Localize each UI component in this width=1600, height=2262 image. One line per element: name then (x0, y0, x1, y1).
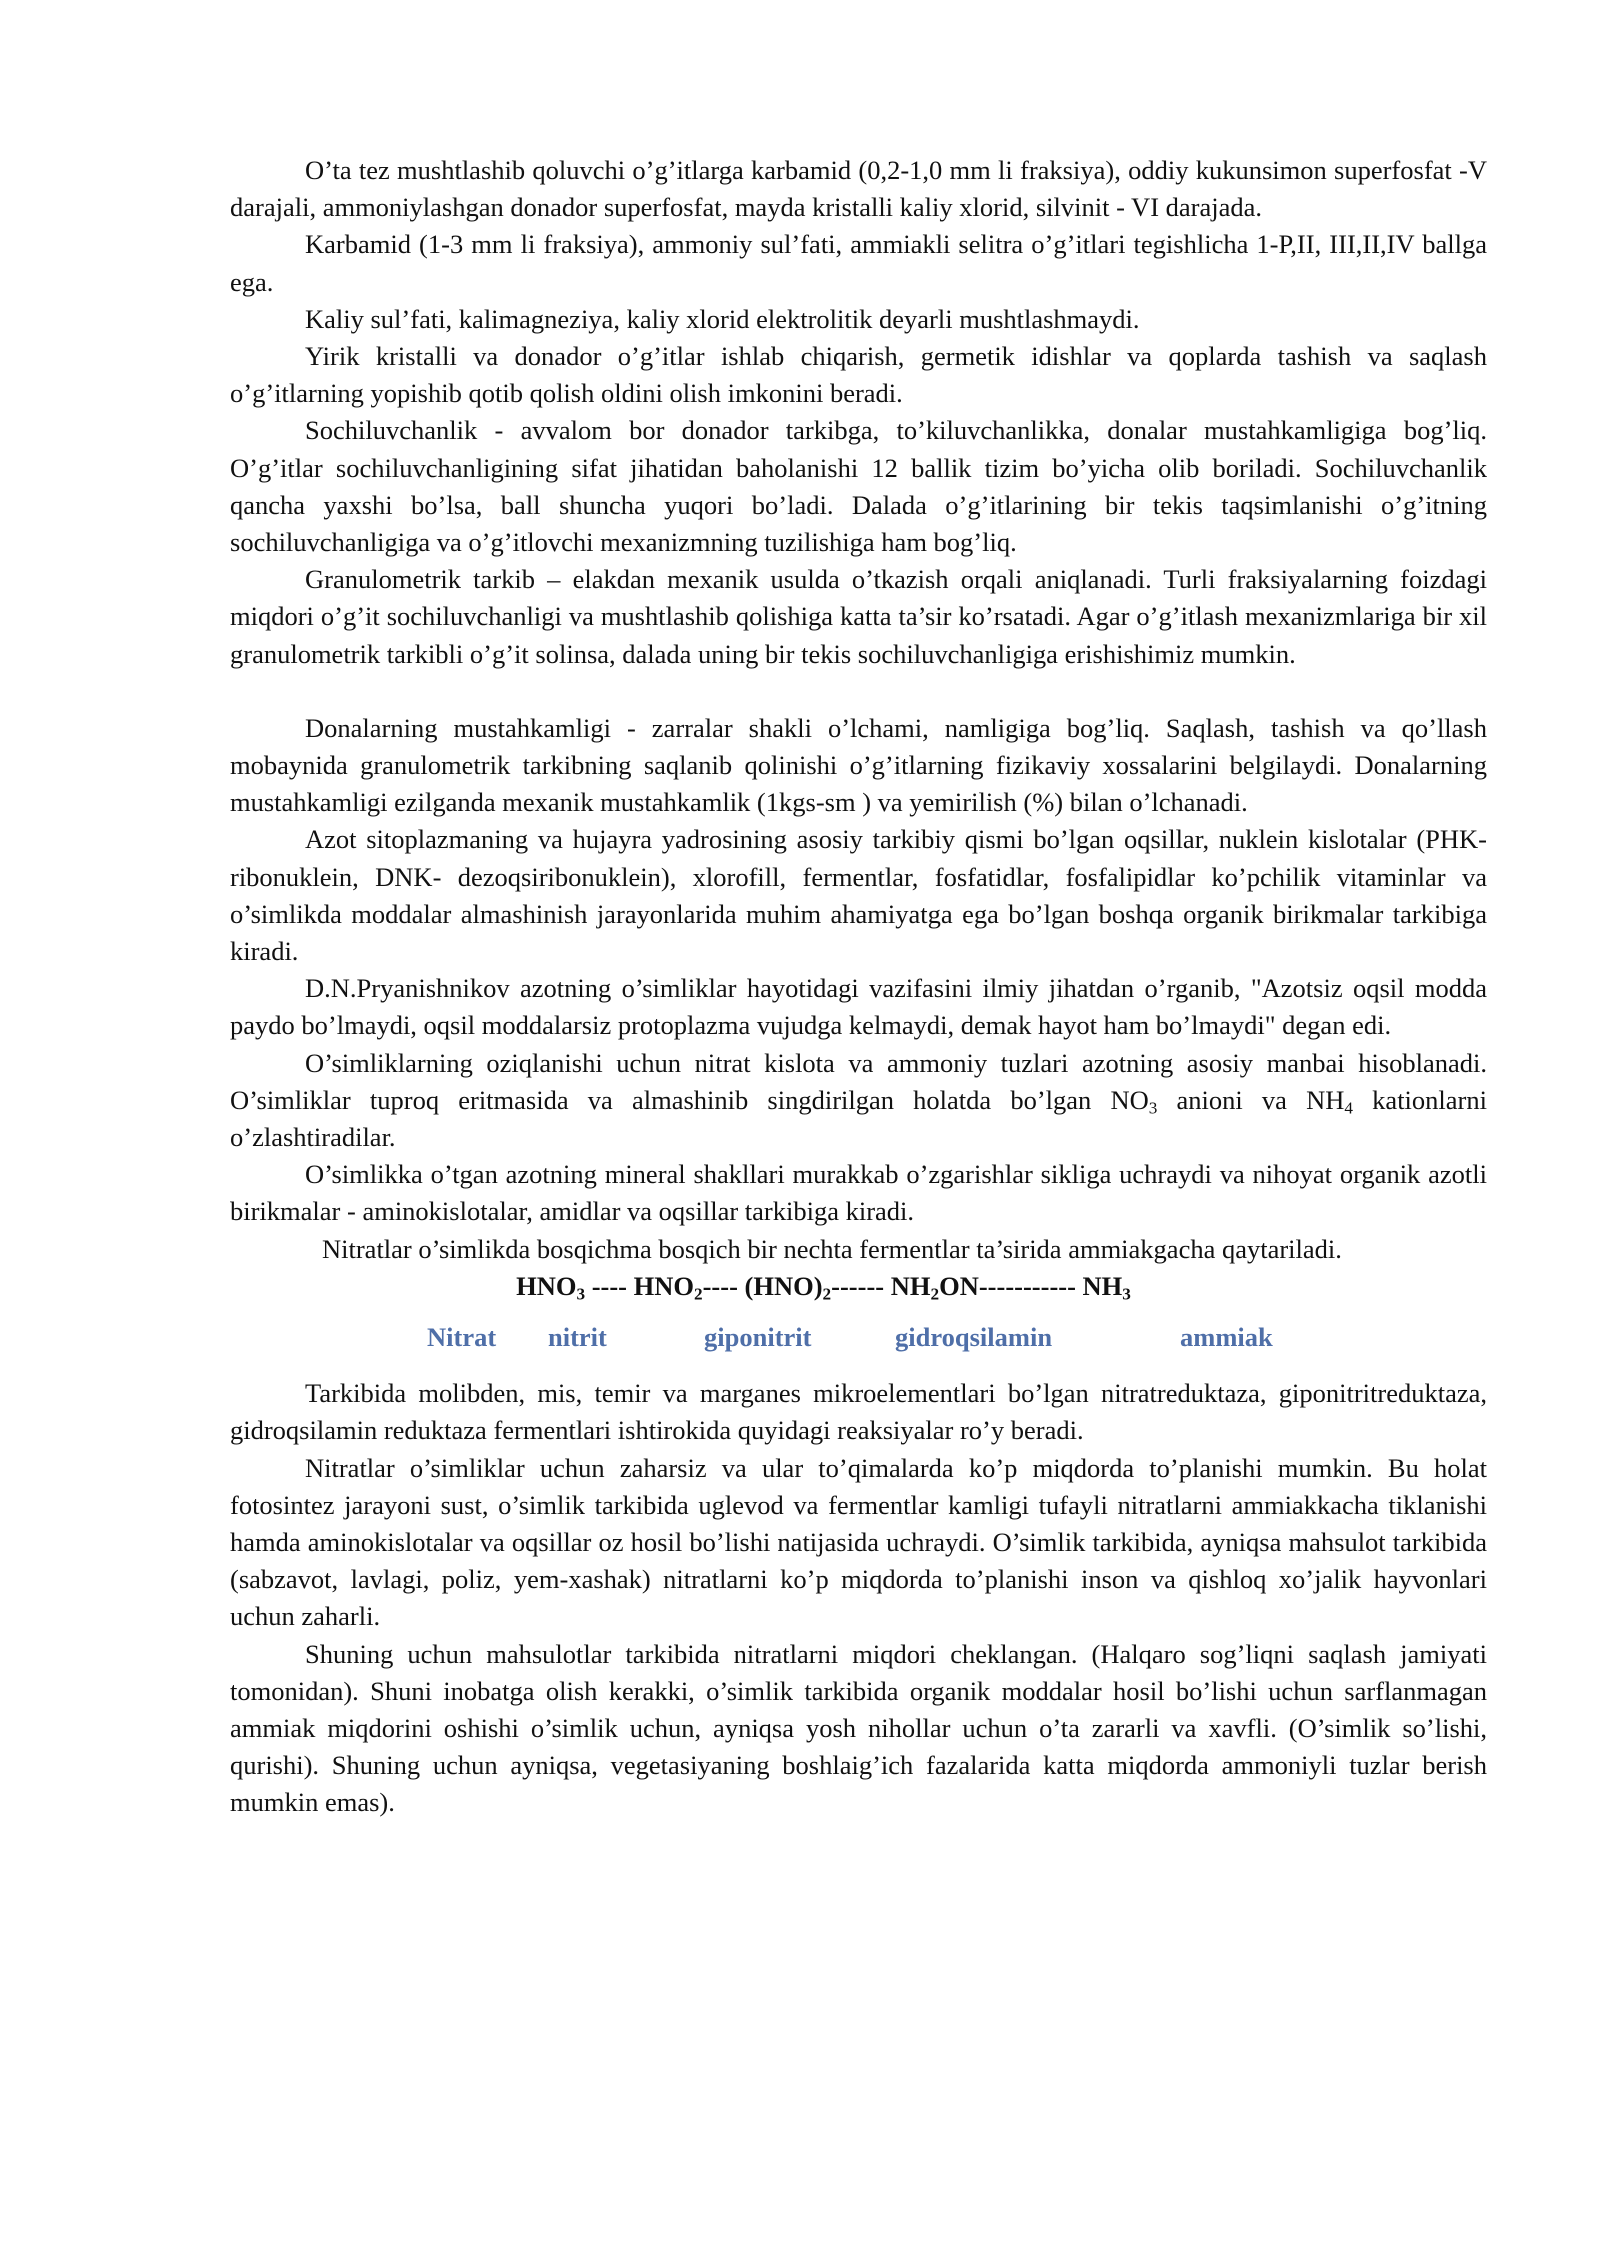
paragraph: D.N.Pryanishnikov azotning o’simliklar hayotidagi vazifasini ilmiy jihatdan o’rganib, "Azotsiz oqsil modda paydo bo’lmaydi, oqsil moddalarsiz protoplazma vujudga kelmaydi, demak hayot ham bo’lmaydi" degan edi. (230, 973, 1487, 1041)
paragraph: Donalarning mustahkamligi - zarralar shakli o’lchami, namligiga bog’liq. Saqlash, tashish va qo’llash mobaynida granulometrik tarkibning saqlanib qolinishi o’g’itlarning fizikaviy xossalarini belgilaydi. Donalarning mustahkamligi ezilganda mexanik mustahkamlik (1kgs-sm ) va yemirilish (%) bilan o’lchanadi. (230, 712, 1487, 818)
subscript: 4 (1344, 1098, 1354, 1118)
paragraph: Sochiluvchanlik - avvalom bor donador tarkibga, to’kiluvchanlikka, donalar mustahkamligiga bog’liq. O’g’itlar sochiluvchanligining sifat jihatidan baholanishi 12 ballik tizim bo’yicha olib boriladi. Sochiluvchanlik qancha yaxshi bo’lsa, ball shuncha yuqori bo’ladi. Dalada o’g’itlarining bir tekis taqsimlanishi o’g’itning sochiluvchanligiga va o’g’itlovchi mexanizmning tuzilishiga ham bog’liq. (230, 415, 1487, 558)
text: kationlarni o’zlashtiradilar. (230, 1084, 1487, 1153)
subscript: 3 (1122, 1284, 1131, 1304)
formula-part: HNO (516, 1270, 577, 1301)
paragraph: Nitratlar o’simliklar uchun zaharsiz va ular to’qimalarda ko’p miqdorda to’planishi mumkin. Bu holat fotosintez jarayoni sust, o’simlik tarkibida uglevod va fermentlar kamligi tufayli nitratlarni ammiakkacha tiklanishi hamda aminokislotalar va oqsillar oz hosil bo’lishi natijasida uchraydi. O’simlik tarkibida, ayniqsa mahsulot tarkibida (sabzavot, lavlagi, poliz, yem-xashak) nitratlarni ko’p miqdorda to’planishi inson va qishloq xo’jalik hayvonlari uchun zaharli. (230, 1452, 1487, 1632)
text: anioni va NH (1157, 1084, 1345, 1115)
equation-labels (230, 1319, 1487, 1375)
label-gidroqsilamin: gidroqsilamin (895, 1322, 1053, 1353)
subscript: 2 (930, 1284, 940, 1304)
formula-part: ------ NH (831, 1270, 931, 1301)
formula-part: ---- (HNO) (702, 1270, 823, 1301)
paragraph: Granulometrik tarkib – elakdan mexanik usulda o’tkazish orqali aniqlanadi. Turli fraksiyalarning foizdagi miqdori o’g’it sochiluvchanligi va mushtlashib qolishiga katta ta’sir ko’rsatadi. Agar o’g’itlash mexanizmlariga bir xil granulometrik tarkibli o’g’it solinsa, dalada uning bir tekis sochiluvchanligiga erishishimiz mumkin. (230, 564, 1487, 669)
paragraph: O’ta tez mushtlashib qoluvchi o’g’itlarga karbamid (0,2-1,0 mm li fraksiya), oddiy kukunsimon superfosfat -V darajali, ammoniylashgan donador superfosfat, mayda kristalli kaliy xlorid, silvinit - VI darajada. (230, 155, 1487, 223)
text: O’simliklarning oziqlanishi uchun nitrat kislota va ammoniy tuzlari azotning asosiy manbai hisoblanadi. O’simliklar tuproq eritmasida va almashinib singdirilgan holatda bo’lgan NO (230, 1047, 1487, 1115)
paragraph: Yirik kristalli va donador o’g’itlar ishlab chiqarish, germetik idishlar va qoplarda tashish va saqlash o’g’itlarning yopishib qotib qolish oldini olish imkonini beradi. (230, 341, 1487, 409)
subscript: 3 (576, 1284, 586, 1304)
label-nitrit: nitrit (548, 1322, 607, 1353)
blank-line (230, 673, 1487, 710)
paragraph: Shuning uchun mahsulotlar tarkibida nitratlarni miqdori cheklangan. (Halqaro sog’liqni saqlash jamiyati tomonidan). Shuni inobatga olish kerakki, o’simlik tarkibida organik moddalar hosil bo’lishi uchun sarflanmagan ammiak miqdorini oshishi o’simlik uchun, ayniqsa yosh nihollar uchun o’ta zararli va xavfli. (O’simlik so’lishi, qurishi). Shuning uchun ayniqsa, vegetasiyaning boshlaig’ich fazalarida katta miqdorda ammoniyli tuzlar berish mumkin emas). (230, 1638, 1487, 1818)
paragraph: Tarkibida molibden, mis, temir va marganes mikroelementlari bo’lgan nitratreduktaza, giponitritreduktaza, gidroqsilamin reduktaza fermentlari ishtirokida quyidagi reaksiyalar ro’y beradi. (230, 1378, 1487, 1446)
formula-part: ON----------- NH (939, 1270, 1123, 1301)
paragraph: O’simlikka o’tgan azotning mineral shakllari murakkab o’zgarishlar sikliga uchraydi va nihoyat organik azotli birikmalar - aminokislotalar, amidlar va oqsillar tarkibiga kiradi. (230, 1159, 1487, 1227)
paragraph: Kaliy sul’fati, kalimagneziya, kaliy xlorid elektrolitik deyarli mushtlashmaydi. (305, 303, 1140, 334)
formula-part: ---- HNO (585, 1270, 694, 1301)
label-ammiak: ammiak (1180, 1322, 1273, 1353)
label-giponitrit: giponitrit (704, 1322, 812, 1353)
subscript: 2 (822, 1284, 832, 1304)
paragraph: Karbamid (1-3 mm li fraksiya), ammoniy sul’fati, ammiakli selitra o’g’itlari tegishlicha 1-P,II, III,II,IV ballga ega. (230, 229, 1487, 297)
paragraph: Nitratlar o’simlikda bosqichma bosqich bir nechta fermentlar ta’sirida ammiakgacha qaytariladi. (322, 1233, 1342, 1264)
subscript: 3 (1148, 1098, 1158, 1118)
paragraph: Azot sitoplazmaning va hujayra yadrosining asosiy tarkibiy qismi bo’lgan oqsillar, nuklein kislotalar (PHK- ribonuklein, DNK- dezoqsiribonuklein), xlorofill, fermentlar, fosfatidlar, fosfalipidlar ko’pchilik vitaminlar va o’simlikda moddalar almashinish jarayonlarida muhim ahamiyatga ega bo’lgan boshqa organik birikmalar tarkibiga kiradi. (230, 824, 1487, 967)
label-nitrat: Nitrat (427, 1322, 497, 1353)
reaction-equation (230, 1268, 1487, 1305)
subscript: 2 (694, 1284, 703, 1304)
paragraph-nitrogen-sources (230, 1045, 1487, 1157)
document-body (230, 152, 1487, 1822)
